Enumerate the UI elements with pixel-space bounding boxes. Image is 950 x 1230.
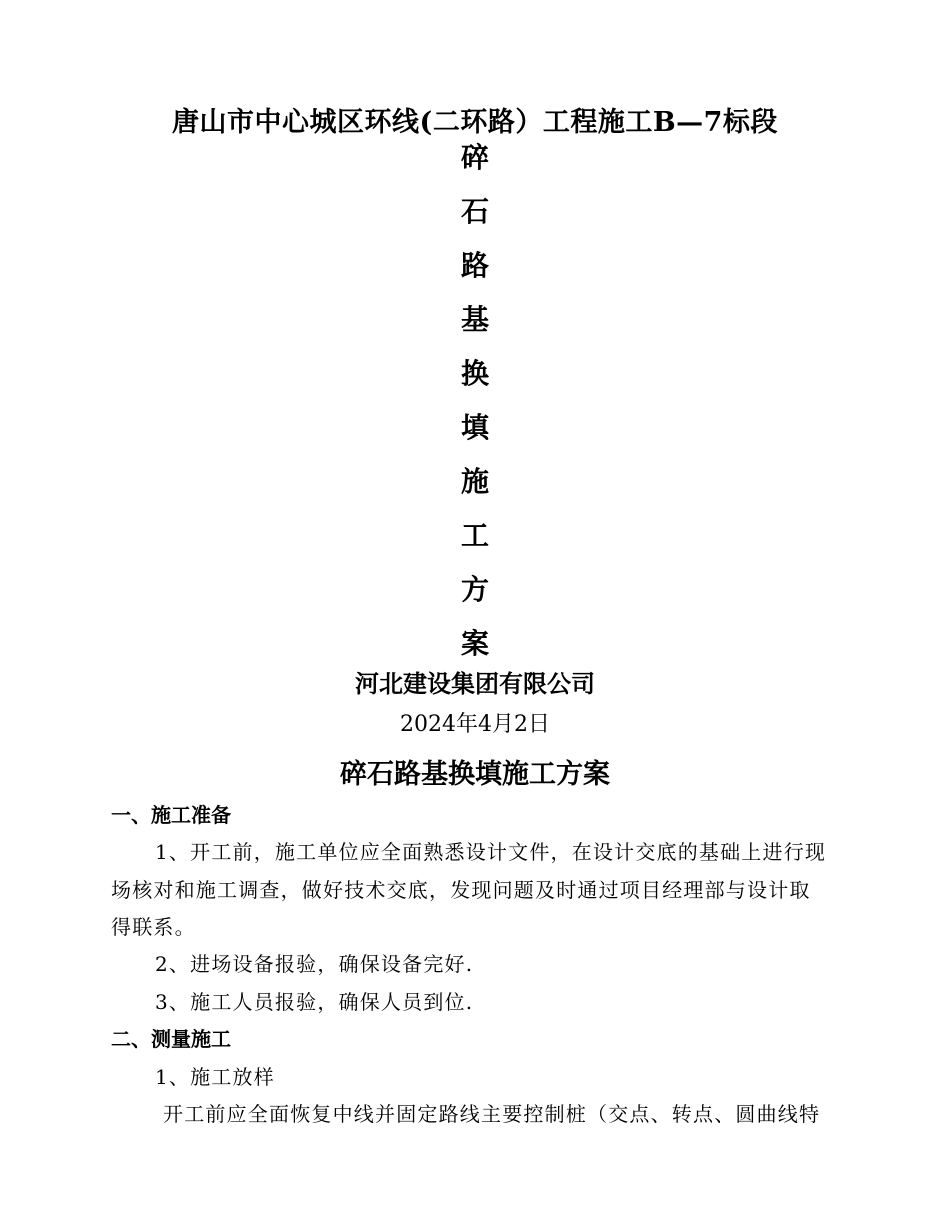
vertical-title-char: 填	[460, 411, 489, 444]
paragraph-line: 1、开工前，施工单位应全面熟悉设计文件，在设计交底的基础上进行现	[155, 840, 827, 864]
vertical-title-char: 碎	[460, 141, 489, 174]
document-title: 碎石路基换填施工方案	[340, 759, 610, 790]
section-heading-survey: 二、测量施工	[111, 1027, 231, 1051]
vertical-title-char: 石	[460, 195, 489, 228]
vertical-title-char: 案	[460, 627, 489, 660]
paragraph-line: 2、进场设备报验，确保设备完好.	[155, 952, 474, 976]
vertical-title-char: 方	[460, 573, 489, 606]
section-heading-preparation: 一、施工准备	[111, 803, 231, 827]
vertical-title-char: 基	[460, 303, 489, 336]
project-title: 唐山市中心城区环线(二环路）工程施工B—7标段	[172, 107, 778, 138]
document-date: 2024年4月2日	[400, 712, 550, 737]
vertical-title-char: 施	[460, 465, 489, 498]
company-name: 河北建设集团有限公司	[355, 669, 595, 698]
paragraph-line: 场核对和施工调查，做好技术交底，发现问题及时通过项目经理部与设计取	[111, 878, 811, 902]
vertical-plan-title	[0, 136, 950, 676]
paragraph-line: 开工前应全面恢复中线并固定路线主要控制桩（交点、转点、圆曲线特	[163, 1102, 821, 1126]
vertical-title-char: 换	[460, 357, 489, 390]
paragraph-line: 3、施工人员报验，确保人员到位.	[155, 990, 474, 1014]
vertical-title-char: 工	[460, 519, 489, 552]
paragraph-line: 得联系。	[111, 915, 196, 939]
vertical-title-char: 路	[460, 249, 489, 282]
paragraph-line: 1、施工放样	[155, 1065, 275, 1089]
